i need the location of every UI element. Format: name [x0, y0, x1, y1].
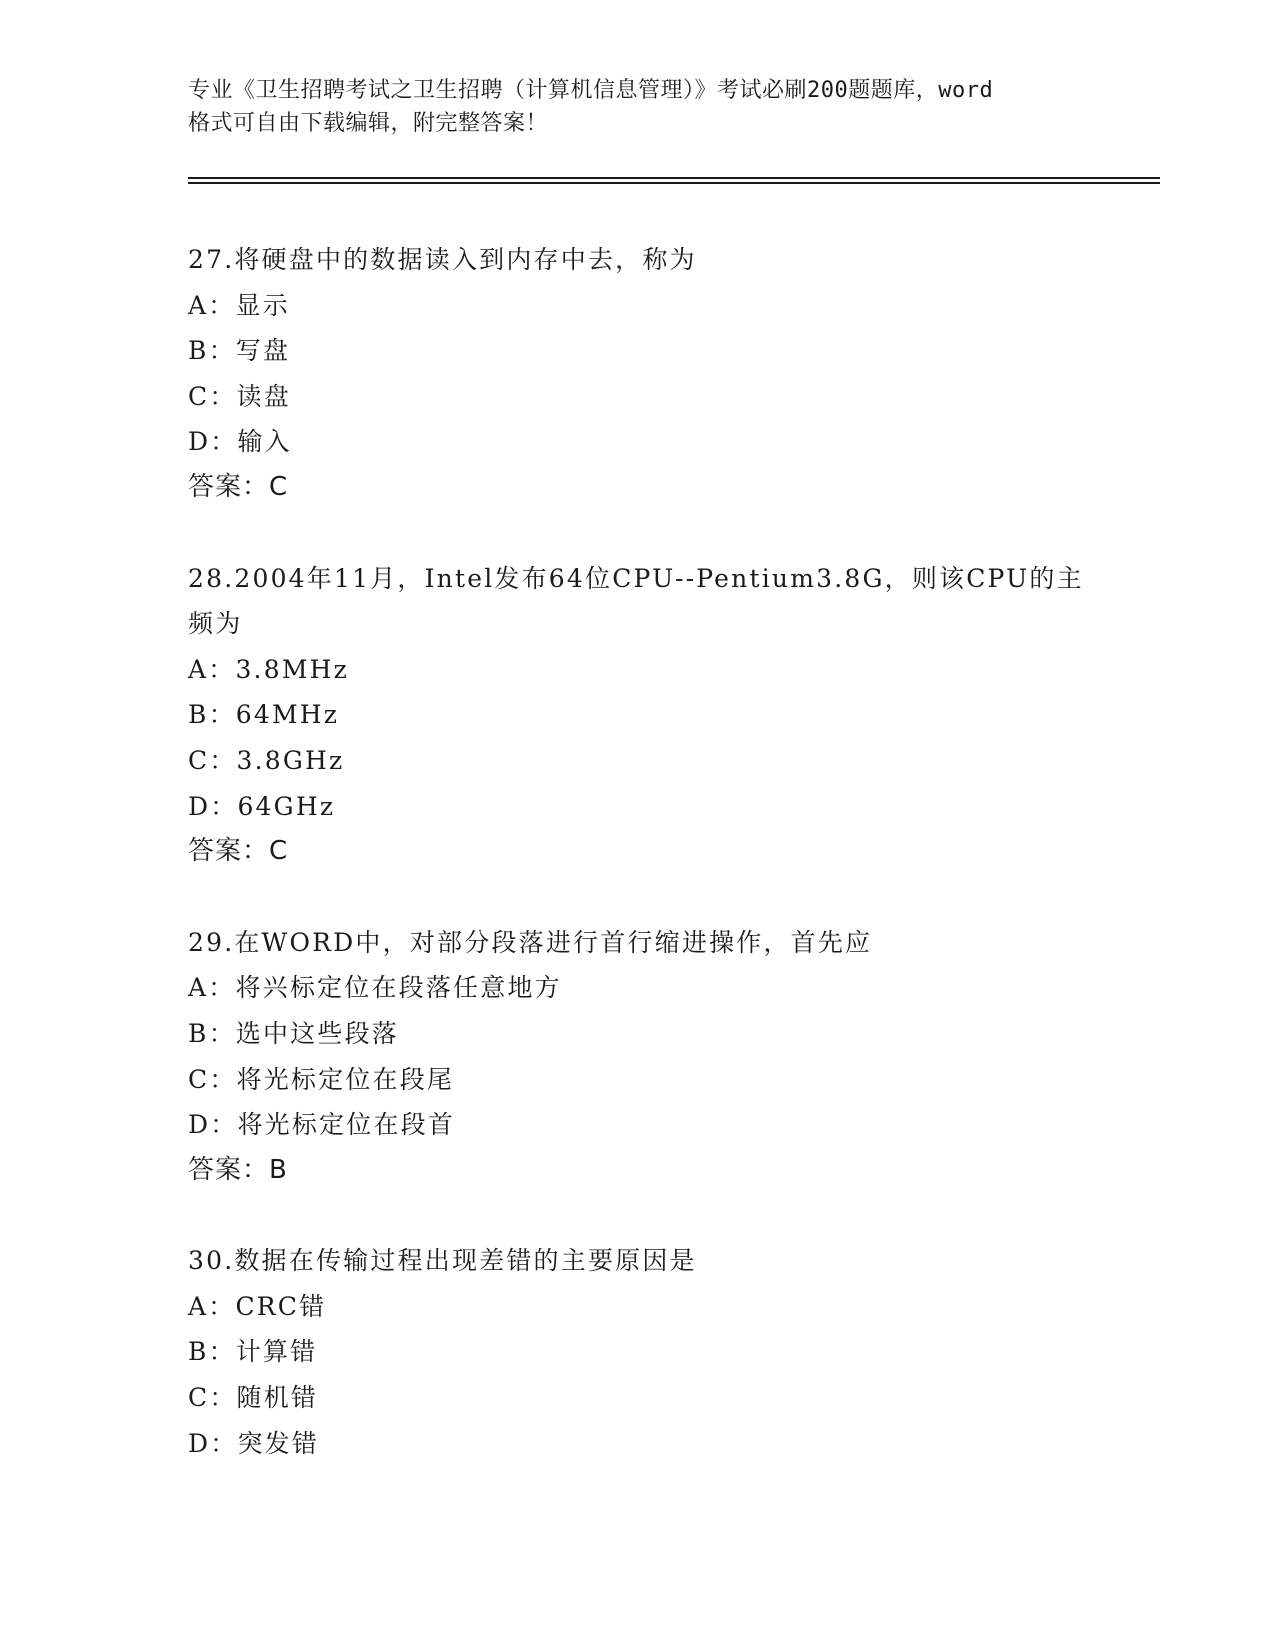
answer-option: D：输入 — [188, 427, 292, 457]
question-stem: 29.在WORD中，对部分段落进行首行缩进操作，首先应 — [188, 927, 873, 957]
correct-answer: 答案：C — [188, 471, 289, 502]
header-line-1: 专业《卫生招聘考试之卫生招聘（计算机信息管理）》考试必刷200题题库，word — [188, 78, 994, 103]
question-stem: 27.将硬盘中的数据读入到内存中去，称为 — [188, 245, 697, 274]
question-stem: 28.2004年11月，Intel发布64位CPU--Pentium3.8G，则该CPU的主 — [188, 563, 1084, 593]
answer-option: D：64GHz — [188, 791, 336, 821]
correct-answer: 答案：C — [188, 836, 289, 867]
answer-option: B：64MHz — [188, 700, 340, 730]
correct-answer: 答案：B — [188, 1154, 288, 1185]
answer-option: C：随机错 — [188, 1383, 319, 1413]
answer-option: B：选中这些段落 — [188, 1018, 399, 1048]
answer-option: A：3.8MHz — [188, 654, 349, 684]
answer-option: A：显示 — [188, 290, 290, 320]
question-list — [188, 237, 1088, 1511]
answer-option: C：读盘 — [188, 381, 291, 411]
answer-option: A：CRC错 — [188, 1291, 327, 1321]
answer-option: D：突发错 — [188, 1428, 320, 1458]
question-block — [188, 920, 1088, 1194]
answer-option: C：将光标定位在段尾 — [188, 1064, 455, 1094]
answer-option: D：将光标定位在段首 — [188, 1110, 456, 1140]
document-header — [188, 74, 1088, 140]
question-block — [188, 1238, 1088, 1466]
answer-option: B：写盘 — [188, 336, 291, 366]
header-line-2: 格式可自由下载编辑，附完整答案！ — [188, 111, 549, 136]
question-block — [188, 556, 1088, 875]
question-stem: 30.数据在传输过程出现差错的主要原因是 — [188, 1246, 697, 1276]
answer-option: B：计算错 — [188, 1337, 318, 1367]
answer-option: A：将兴标定位在段落任意地方 — [188, 973, 562, 1003]
header-divider-bottom — [188, 182, 1160, 184]
header-divider-top — [188, 177, 1160, 179]
question-stem: 频为 — [188, 609, 243, 639]
answer-option: C：3.8GHz — [188, 745, 345, 775]
question-block — [188, 237, 1088, 511]
